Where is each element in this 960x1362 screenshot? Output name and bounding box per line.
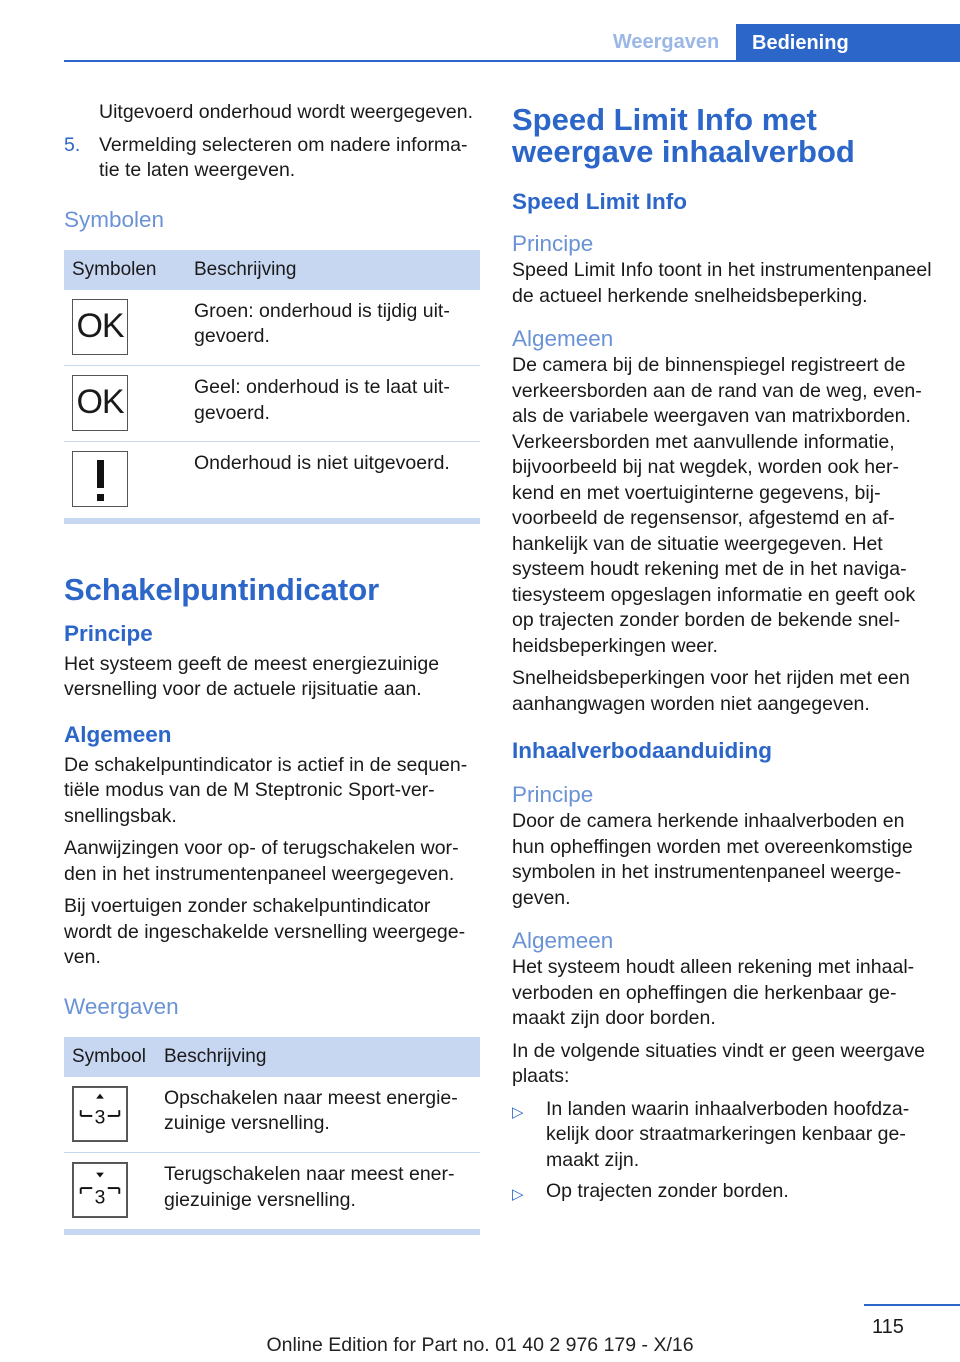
- page-number: 115: [872, 1316, 904, 1338]
- continued-text: Uitgevoerd onderhoud wordt weergegeven.: [99, 101, 473, 123]
- table-cell-icon: [64, 1153, 156, 1229]
- algemeen-heading: Algemeen: [64, 721, 172, 747]
- table-header-cell: Beschrijving: [156, 1037, 480, 1077]
- ok-green-icon: OK: [72, 299, 128, 355]
- algemeen-p2: Aanwijzingen voor op- of terugschakelen worden in het instrumentenpaneel weergegeven.: [64, 837, 459, 885]
- algemeen-heading: Algemeen: [512, 326, 614, 351]
- principe-heading: Principe: [512, 782, 594, 807]
- list-item-text: In landen waarin inhaalverboden hoofdzakelijk door straatmarkeringen kenbaar gemaakt zijn.: [546, 1097, 910, 1171]
- algemeen-heading: Algemeen: [512, 928, 614, 953]
- table-cell-icon: [64, 1077, 156, 1153]
- weergaven-table: [64, 1037, 480, 1229]
- triangle-bullet-icon: ▷: [512, 1103, 524, 1121]
- step-5-number: 5.: [64, 133, 81, 156]
- step-5: [64, 133, 481, 184]
- chapter-tab: Bediening: [736, 24, 960, 62]
- table-cell-icon: [64, 366, 186, 442]
- principe-text: Door de camera herkende inhaalverboden en hun opheffingen worden met overeenkomstige symbolen in het instrumentenpaneel weergegeven.: [512, 810, 913, 909]
- symbols-heading: Symbolen: [64, 206, 165, 232]
- table-cell: Terugschakelen naar meest energiezuinige versnelling.: [164, 1163, 455, 1211]
- section-tab: Weergaven: [612, 31, 720, 53]
- section-title: Schakelpuntindicator: [64, 571, 380, 607]
- table-cell-icon: [64, 290, 186, 366]
- algemeen-p2: Snelheidsbeperkingen voor het rijden met een aanhangwagen worden niet aangegeven.: [512, 667, 910, 715]
- table-cell: Groen: onderhoud is tijdig uitgevoerd.: [186, 290, 480, 366]
- symbols-table: [64, 250, 480, 518]
- exclamation-icon: [72, 451, 128, 507]
- table-row: [64, 1153, 480, 1229]
- principe-heading: Principe: [64, 620, 153, 646]
- table-cell: Onderhoud is niet uitgevoerd.: [194, 452, 450, 474]
- table-header-cell: Beschrijving: [186, 250, 480, 290]
- section-title: Speed Limit Info met weergave inhaalverbod: [512, 102, 855, 169]
- algemeen-p2: In de volgende situaties vindt er geen weergave plaats:: [512, 1039, 926, 1087]
- algemeen-p1: De camera bij de binnenspiegel registreert de verkeersborden aan de rand van de weg, evenals de variabele weergaven van matrixborden. Verkeersborden met aanvullende informatie, bijvoorbeeld bij nat wegdek, worden ook herkend en met voertuiginterne gegevens, bijvoorbeeld de regensensor, afgestemd en afhankelijk van de situatie weergegeven. Het systeem houdt rekening met de in het navigatiesysteem opgeslagen informatie en geeft ook op trajecten zonder borden de bekende snelheidsbeperkingen weer.: [512, 354, 922, 657]
- header-rule: [64, 60, 960, 62]
- shift-down-3-icon: [72, 1162, 128, 1218]
- table-end-bar: [64, 1229, 480, 1235]
- table-row: [64, 366, 480, 442]
- weergaven-heading: Weergaven: [64, 993, 179, 1019]
- shift-up-3-icon: [72, 1086, 128, 1142]
- edition-text: Online Edition for Part no. 01 40 2 976 179 - X/16: [266, 1334, 694, 1356]
- principe-text: Het systeem geeft de meest energiezuinige versnelling voor de actuele rijsituatie aan.: [64, 652, 440, 700]
- table-cell: Opschakelen naar meest energiezuinige versnelling.: [156, 1077, 480, 1153]
- principe-heading: Principe: [512, 231, 594, 256]
- table-header-cell: Symbool: [64, 1037, 156, 1077]
- table-header-row: [64, 1037, 480, 1077]
- table-row: [64, 442, 480, 518]
- list-item: [512, 1179, 932, 1208]
- gear-number: 3: [94, 1187, 106, 1209]
- right-column: [512, 100, 932, 1214]
- algemeen-p1: De schakelpuntindicator is actief in de sequentiële modus van de M Steptronic Sport-versnellingsbak.: [64, 753, 468, 827]
- table-row: [64, 1077, 480, 1153]
- table-cell-icon: [64, 442, 186, 518]
- list-item: [512, 1097, 932, 1174]
- table-cell: Geel: onderhoud is te laat uitgevoerd.: [186, 366, 480, 442]
- subsection-heading: Speed Limit Info: [512, 189, 688, 214]
- algemeen-p3: Bij voertuigen zonder schakelpuntindicator wordt de ingeschakelde versnelling weergegeven.: [64, 895, 466, 968]
- table-end-bar: [64, 518, 480, 524]
- table-header-cell: Symbolen: [64, 250, 186, 290]
- table-row: [64, 290, 480, 366]
- table-header-row: [64, 250, 480, 290]
- algemeen-p1: Het systeem houdt alleen rekening met inhaalverboden en opheffingen die herkenbaar gemaakt zijn door borden.: [512, 956, 915, 1029]
- ok-yellow-icon: OK: [72, 375, 128, 431]
- footer-rule: [864, 1304, 960, 1306]
- subsection-heading: Inhaalverbodaanduiding: [512, 738, 773, 763]
- left-column: [64, 100, 481, 1235]
- triangle-bullet-icon: ▷: [512, 1186, 524, 1203]
- gear-number: 3: [94, 1107, 106, 1129]
- step-5-text: Vermelding selecteren om nadere informatie te laten weergeven.: [99, 133, 468, 181]
- principe-text: Speed Limit Info toont in het instrumentenpaneel de actueel herkende snelheidsbeperking.: [512, 259, 932, 307]
- list-item-text: Op trajecten zonder borden.: [546, 1180, 789, 1202]
